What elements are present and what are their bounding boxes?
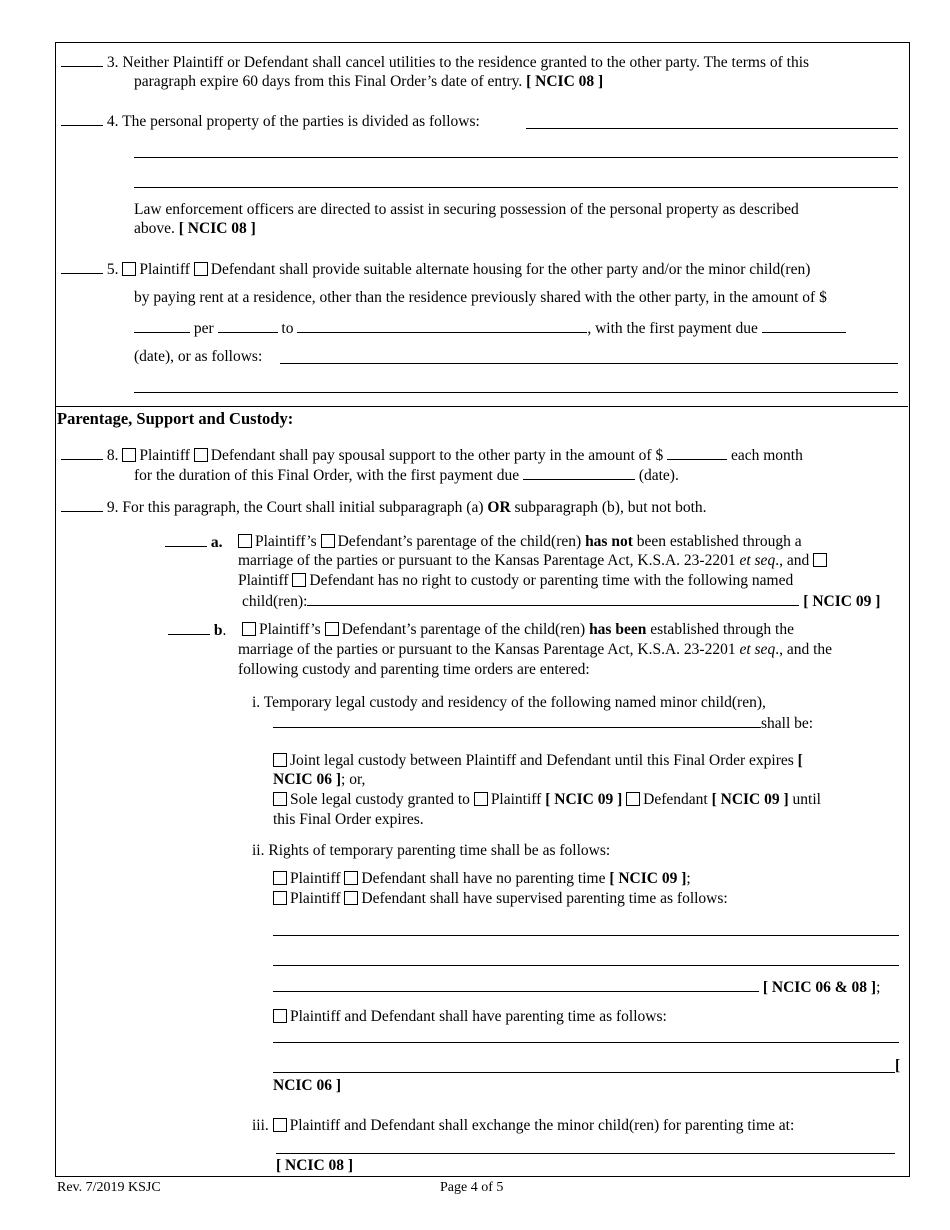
subparagraph-9a-line-1-text: Plaintiff’s Defendant’s parentage of the child(ren) has not been established through a <box>238 532 802 551</box>
subparagraph-9a-line-1: a. <box>165 532 223 552</box>
as-follows-line-2[interactable] <box>134 392 898 393</box>
paragraph-3-line-1: 3. Neither Plaintiff or Defendant shall cancel utilities to the residence granted to the other party. The terms of this <box>61 52 809 72</box>
defendant-checkbox[interactable] <box>292 573 306 587</box>
support-first-payment-blank[interactable] <box>523 465 635 480</box>
sole-custody-line-2: this Final Order expires. <box>273 811 424 828</box>
plaintiff-checkbox[interactable] <box>273 891 287 905</box>
as-follows-line-1[interactable] <box>280 363 898 364</box>
defendant-checkbox[interactable] <box>344 871 358 885</box>
section-title: Parentage, Support and Custody: <box>57 409 294 428</box>
defendant-checkbox[interactable] <box>344 891 358 905</box>
initial-blank-8[interactable] <box>61 445 103 460</box>
property-line-1[interactable] <box>526 128 898 129</box>
rent-period-blank[interactable] <box>218 318 278 333</box>
paragraph-9: 9. For this paragraph, the Court shall initial subparagraph (a) OR subparagraph (b), but not both. <box>61 497 707 517</box>
ncic-code: [ NCIC 08 ] <box>526 73 604 90</box>
both-parenting-line-1[interactable] <box>273 1042 899 1043</box>
ncic-code: NCIC 06 ] <box>273 771 342 788</box>
initial-blank-5[interactable] <box>61 259 103 274</box>
plaintiff-checkbox[interactable] <box>122 262 136 276</box>
initial-blank-4[interactable] <box>61 111 103 126</box>
joint-custody-line-2: NCIC 06 ]; or, <box>273 771 366 788</box>
subparagraph-9b-line-2: marriage of the parties or pursuant to the Kansas Parentage Act, K.S.A. 23-2201 et seq., and the <box>238 641 833 658</box>
custody-line-2: shall be: <box>273 713 813 733</box>
supervised-blank[interactable] <box>273 977 759 992</box>
section-divider <box>56 406 908 407</box>
ncic-code: [ NCIC 09 ] <box>803 593 881 610</box>
paragraph-4: 4. The personal property of the parties is divided as follows: <box>61 111 480 131</box>
joint-custody-line-1: Joint legal custody between Plaintiff and Defendant until this Final Order expires [ <box>273 751 803 770</box>
children-names-blank[interactable] <box>307 591 799 606</box>
both-parenting-line: Plaintiff and Defendant shall have parenting time as follows: <box>273 1007 667 1026</box>
supervised-parenting-line: Plaintiff Defendant shall have supervised parenting time as follows: <box>273 889 728 908</box>
ncic-code: NCIC 06 ] <box>273 1077 342 1094</box>
both-parenting-line-2[interactable] <box>273 1072 895 1073</box>
spousal-support-amount-blank[interactable] <box>667 445 727 460</box>
initial-blank-9b[interactable] <box>168 620 210 635</box>
plaintiff-checkbox[interactable] <box>813 553 827 567</box>
plaintiff-checkbox[interactable] <box>273 871 287 885</box>
subparagraph-9b-line-1: b. <box>168 620 226 640</box>
paragraph-5-line-2: by paying rent at a residence, other than the residence previously shared with the other party, in the amount of $ <box>134 289 827 306</box>
law-enforcement-line-1: Law enforcement officers are directed to assist in securing possession of the personal property as described <box>134 201 799 218</box>
rent-amount-blank[interactable] <box>134 318 190 333</box>
law-enforcement-line-2: above. [ NCIC 08 ] <box>134 220 256 237</box>
first-payment-date-blank[interactable] <box>762 318 846 333</box>
defendant-checkbox[interactable] <box>321 534 335 548</box>
plaintiff-checkbox[interactable] <box>238 534 252 548</box>
paragraph-8-line-1: 8. Plaintiff Defendant shall pay spousal support to the other party in the amount of $ each month <box>61 445 803 465</box>
sole-custody-line-1: Sole legal custody granted to Plaintiff [ NCIC 09 ] Defendant [ NCIC 09 ] until <box>273 790 821 809</box>
ncic-code: [ NCIC 08 ] <box>276 1157 354 1174</box>
custody-line-1: i. Temporary legal custody and residency of the following named minor child(ren), <box>252 694 766 711</box>
revision-label: Rev. 7/2019 KSJC <box>57 1180 161 1195</box>
ncic-code: [ NCIC 06 & 08 ] <box>762 979 877 996</box>
no-parenting-time-line: Plaintiff Defendant shall have no parenting time [ NCIC 09 ]; <box>273 869 691 888</box>
supervised-line-2[interactable] <box>273 965 899 966</box>
defendant-checkbox[interactable] <box>325 622 339 636</box>
property-line-2[interactable] <box>134 157 898 158</box>
plaintiff-checkbox[interactable] <box>122 448 136 462</box>
supervised-line-1[interactable] <box>273 935 899 936</box>
rent-payee-blank[interactable] <box>297 318 587 333</box>
defendant-checkbox[interactable] <box>626 792 640 806</box>
sole-custody-checkbox[interactable] <box>273 792 287 806</box>
plaintiff-checkbox[interactable] <box>474 792 488 806</box>
subparagraph-9a-line-2: marriage of the parties or pursuant to the Kansas Parentage Act, K.S.A. 23-2201 et seq., and <box>238 551 830 570</box>
joint-custody-checkbox[interactable] <box>273 753 287 767</box>
both-parenting-checkbox[interactable] <box>273 1009 287 1023</box>
paragraph-5-line-1: 5. Plaintiff Defendant shall provide suitable alternate housing for the other party and/or the minor child(ren) <box>61 259 810 279</box>
defendant-checkbox[interactable] <box>194 262 208 276</box>
exchange-line: iii. Plaintiff and Defendant shall exchange the minor child(ren) for parenting time at: <box>252 1117 795 1134</box>
paragraph-5-line-4: (date), or as follows: <box>134 348 263 365</box>
paragraph-5-line-3: per to , with the first payment due <box>134 318 846 338</box>
custody-children-blank[interactable] <box>273 713 761 728</box>
paragraph-8-line-2: for the duration of this Final Order, with the first payment due (date). <box>134 467 679 484</box>
ncic-bracket: [ <box>895 1057 901 1074</box>
parenting-time-heading: ii. Rights of temporary parenting time shall be as follows: <box>252 842 611 859</box>
plaintiff-checkbox[interactable] <box>242 622 256 636</box>
exchange-location-line[interactable] <box>276 1153 895 1154</box>
subparagraph-9a-line-3: Plaintiff Defendant has no right to custody or parenting time with the following named <box>238 572 794 589</box>
property-line-3[interactable] <box>134 187 898 188</box>
initial-blank-9a[interactable] <box>165 532 207 547</box>
subparagraph-9a-line-4: child(ren): [ NCIC 09 ] <box>242 593 881 610</box>
paragraph-3-line-2: paragraph expire 60 days from this Final Order’s date of entry. [ NCIC 08 ] <box>134 73 604 90</box>
subparagraph-9b-line-1-text: Plaintiff’s Defendant’s parentage of the child(ren) has been established through the <box>242 620 794 639</box>
supervised-line-3: [ NCIC 06 & 08 ]; <box>273 977 880 997</box>
initial-blank-3[interactable] <box>61 52 103 67</box>
initial-blank-9[interactable] <box>61 497 103 512</box>
subparagraph-9b-line-3: following custody and parenting time orders are entered: <box>238 661 590 678</box>
defendant-checkbox[interactable] <box>194 448 208 462</box>
exchange-checkbox[interactable] <box>273 1118 287 1132</box>
page-number: Page 4 of 5 <box>440 1180 504 1195</box>
ncic-code: [ NCIC 08 ] <box>178 220 256 237</box>
